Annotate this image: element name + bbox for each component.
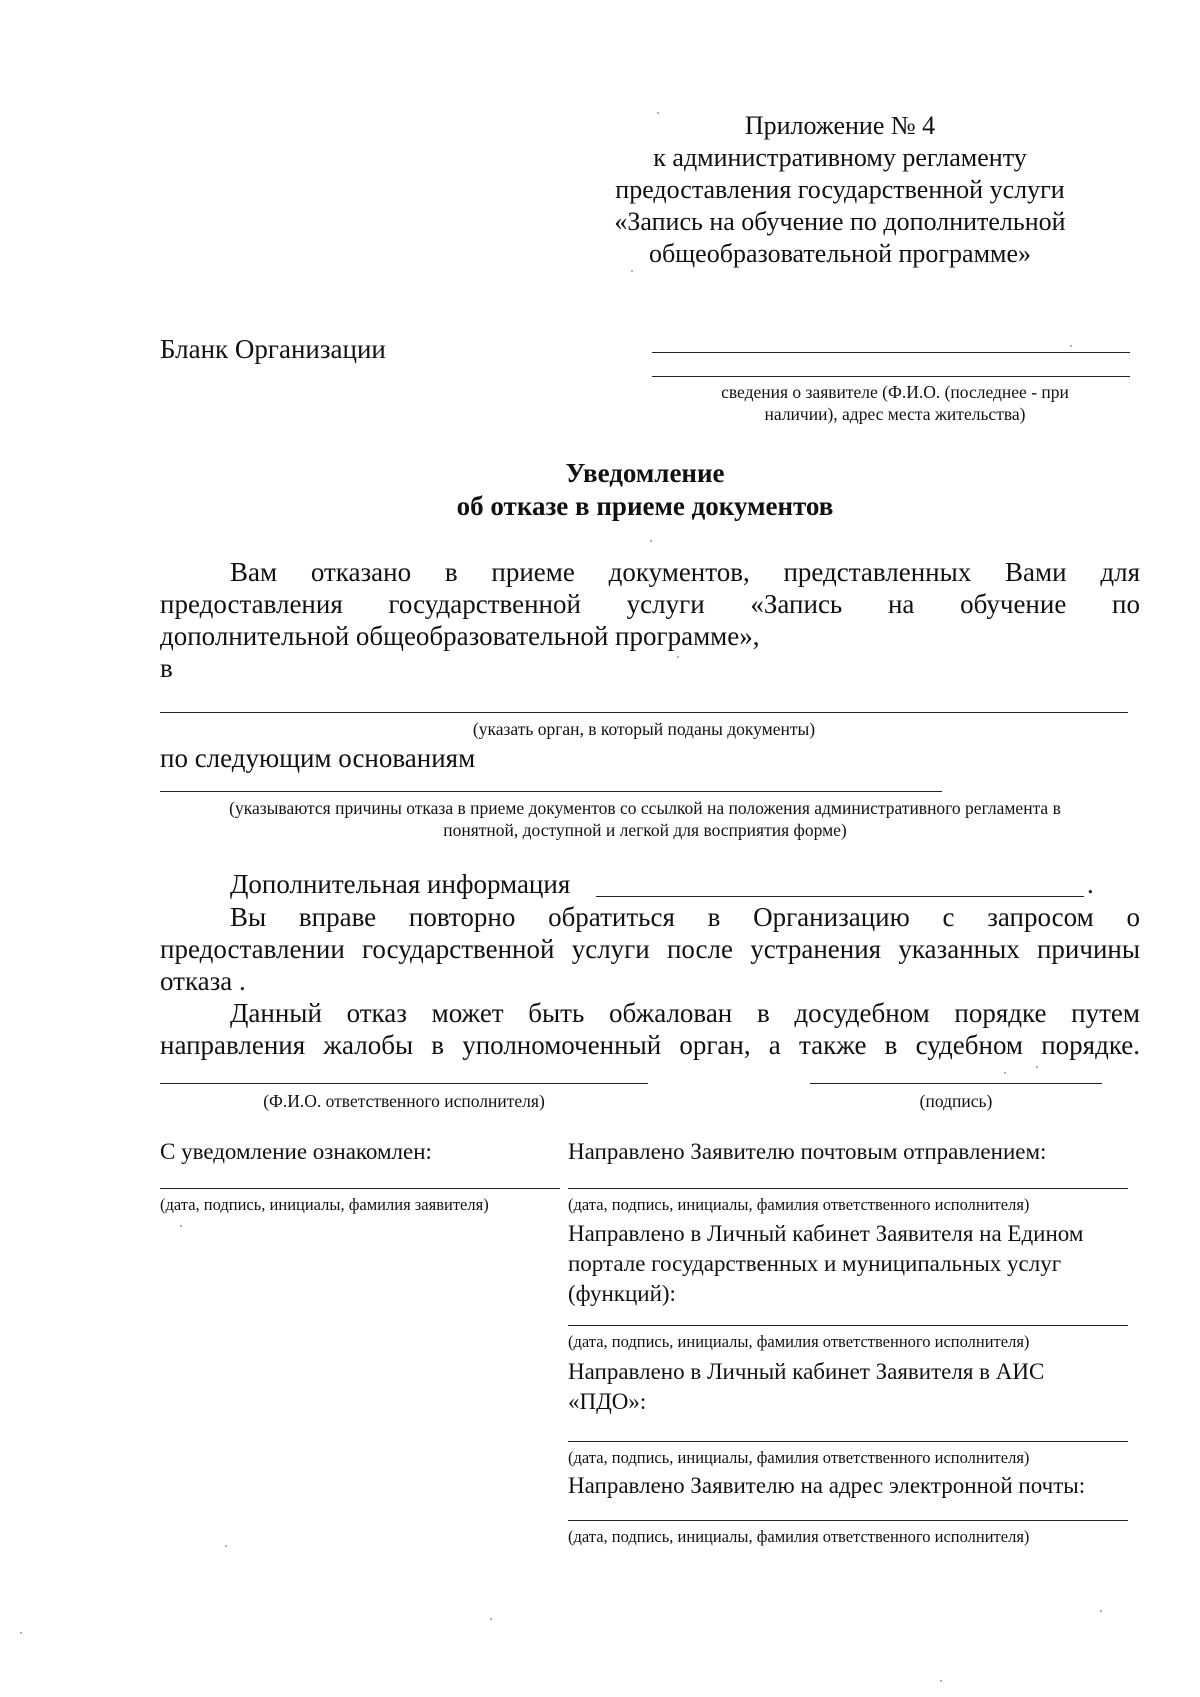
appendix-line-4: «Запись на обучение по дополнительной xyxy=(614,207,1066,236)
portal-line3: (функций): xyxy=(568,1281,676,1306)
email-label: Направлено Заявителю на адрес электронной почты: xyxy=(568,1473,1086,1498)
acquainted-caption: (дата, подпись, инициалы, фамилия заявителя) xyxy=(160,1195,489,1214)
acquainted-line xyxy=(160,1188,560,1189)
notice-subtitle: об отказе в приеме документов xyxy=(456,491,834,521)
acquainted-label: С уведомление ознакомлен: xyxy=(160,1139,432,1164)
reasons-caption-2: понятной, доступной и легкой для восприятия форме) xyxy=(443,820,847,840)
ais-line2: «ПДО»: xyxy=(568,1389,647,1414)
applicant-caption-1: сведения о заявителе (Ф.И.О. (последнее - при xyxy=(721,382,1069,402)
appendix-number: Приложение № 4 xyxy=(744,111,936,140)
signature-caption: (подпись) xyxy=(919,1091,993,1111)
additional-info-label: Дополнительная информация xyxy=(230,869,571,899)
ais-caption: (дата, подпись, инициалы, фамилия ответственного исполнителя) xyxy=(568,1448,1030,1467)
scan-speck xyxy=(20,1632,22,1634)
appendix-line-5: общеобразовательной программе» xyxy=(648,239,1032,268)
scan-speck xyxy=(1100,1610,1102,1612)
para1-line2: предоставления государственной услуги «Запись на обучение по xyxy=(160,589,1140,619)
para2-line3: отказа . xyxy=(160,966,246,996)
executor-name-line xyxy=(160,1083,648,1084)
organ-line xyxy=(160,712,1128,713)
scan-speck xyxy=(1070,345,1072,347)
reasons-line xyxy=(160,791,942,792)
scan-speck xyxy=(940,1680,942,1682)
post-line xyxy=(568,1188,1128,1189)
scan-speck xyxy=(650,540,652,542)
grounds-label: по следующим основаниям xyxy=(160,743,476,773)
signature-line xyxy=(810,1083,1102,1084)
scan-speck xyxy=(225,1545,227,1547)
para2-line1: Вы вправе повторно обратиться в Организацию с запросом о xyxy=(230,902,1140,932)
para3-line2: направления жалобы в уполномоченный орган, а также в судебном порядке. xyxy=(160,1030,1140,1060)
post-caption: (дата, подпись, инициалы, фамилия ответственного исполнителя) xyxy=(568,1195,1030,1214)
para1-line1: Вам отказано в приеме документов, представленных Вами для xyxy=(230,557,1140,587)
para3-line1: Данный отказ может быть обжалован в досудебном порядке путем xyxy=(230,998,1140,1028)
scan-speck xyxy=(1036,1066,1038,1068)
notice-title: Уведомление xyxy=(565,458,725,488)
applicant-caption-2: наличии), адрес места жительства) xyxy=(764,404,1026,424)
organ-caption: (указать орган, в который поданы документы) xyxy=(472,719,816,739)
appendix-line-2: к административному регламенту xyxy=(653,143,1027,172)
scan-speck xyxy=(1004,1072,1006,1074)
email-caption: (дата, подпись, инициалы, фамилия ответственного исполнителя) xyxy=(568,1527,1030,1546)
ais-line xyxy=(568,1441,1128,1442)
ais-line1: Направлено в Личный кабинет Заявителя в АИС xyxy=(568,1359,1045,1384)
applicant-line-1 xyxy=(652,352,1130,353)
portal-caption: (дата, подпись, инициалы, фамилия ответственного исполнителя) xyxy=(568,1332,1030,1351)
para1-line4: в xyxy=(160,653,173,683)
scan-speck xyxy=(180,1225,182,1227)
portal-line2: портале государственных и муниципальных услуг xyxy=(568,1251,1062,1276)
para1-line3: дополнительной общеобразовательной программе», xyxy=(160,621,760,651)
blank-label: Бланк Организации xyxy=(160,334,386,364)
email-line xyxy=(568,1520,1128,1521)
portal-line1: Направлено в Личный кабинет Заявителя на Едином xyxy=(568,1221,1084,1246)
appendix-line-3: предоставления государственной услуги xyxy=(615,175,1065,204)
executor-caption: (Ф.И.О. ответственного исполнителя) xyxy=(263,1091,545,1111)
scan-speck xyxy=(490,1618,492,1620)
scan-speck xyxy=(677,656,679,658)
portal-line xyxy=(568,1325,1128,1326)
additional-info-line xyxy=(596,896,1084,897)
post-label: Направлено Заявителю почтовым отправлением: xyxy=(568,1139,1047,1164)
para2-line2: предоставлении государственной услуги после устранения указанных причины xyxy=(160,934,1140,964)
additional-info-period: . xyxy=(1087,869,1094,899)
scan-speck xyxy=(657,112,659,114)
reasons-caption-1: (указываются причины отказа в приеме документов со ссылкой на положения административного регламента в xyxy=(229,798,1061,818)
applicant-line-2 xyxy=(652,376,1130,377)
scan-speck xyxy=(631,270,633,272)
